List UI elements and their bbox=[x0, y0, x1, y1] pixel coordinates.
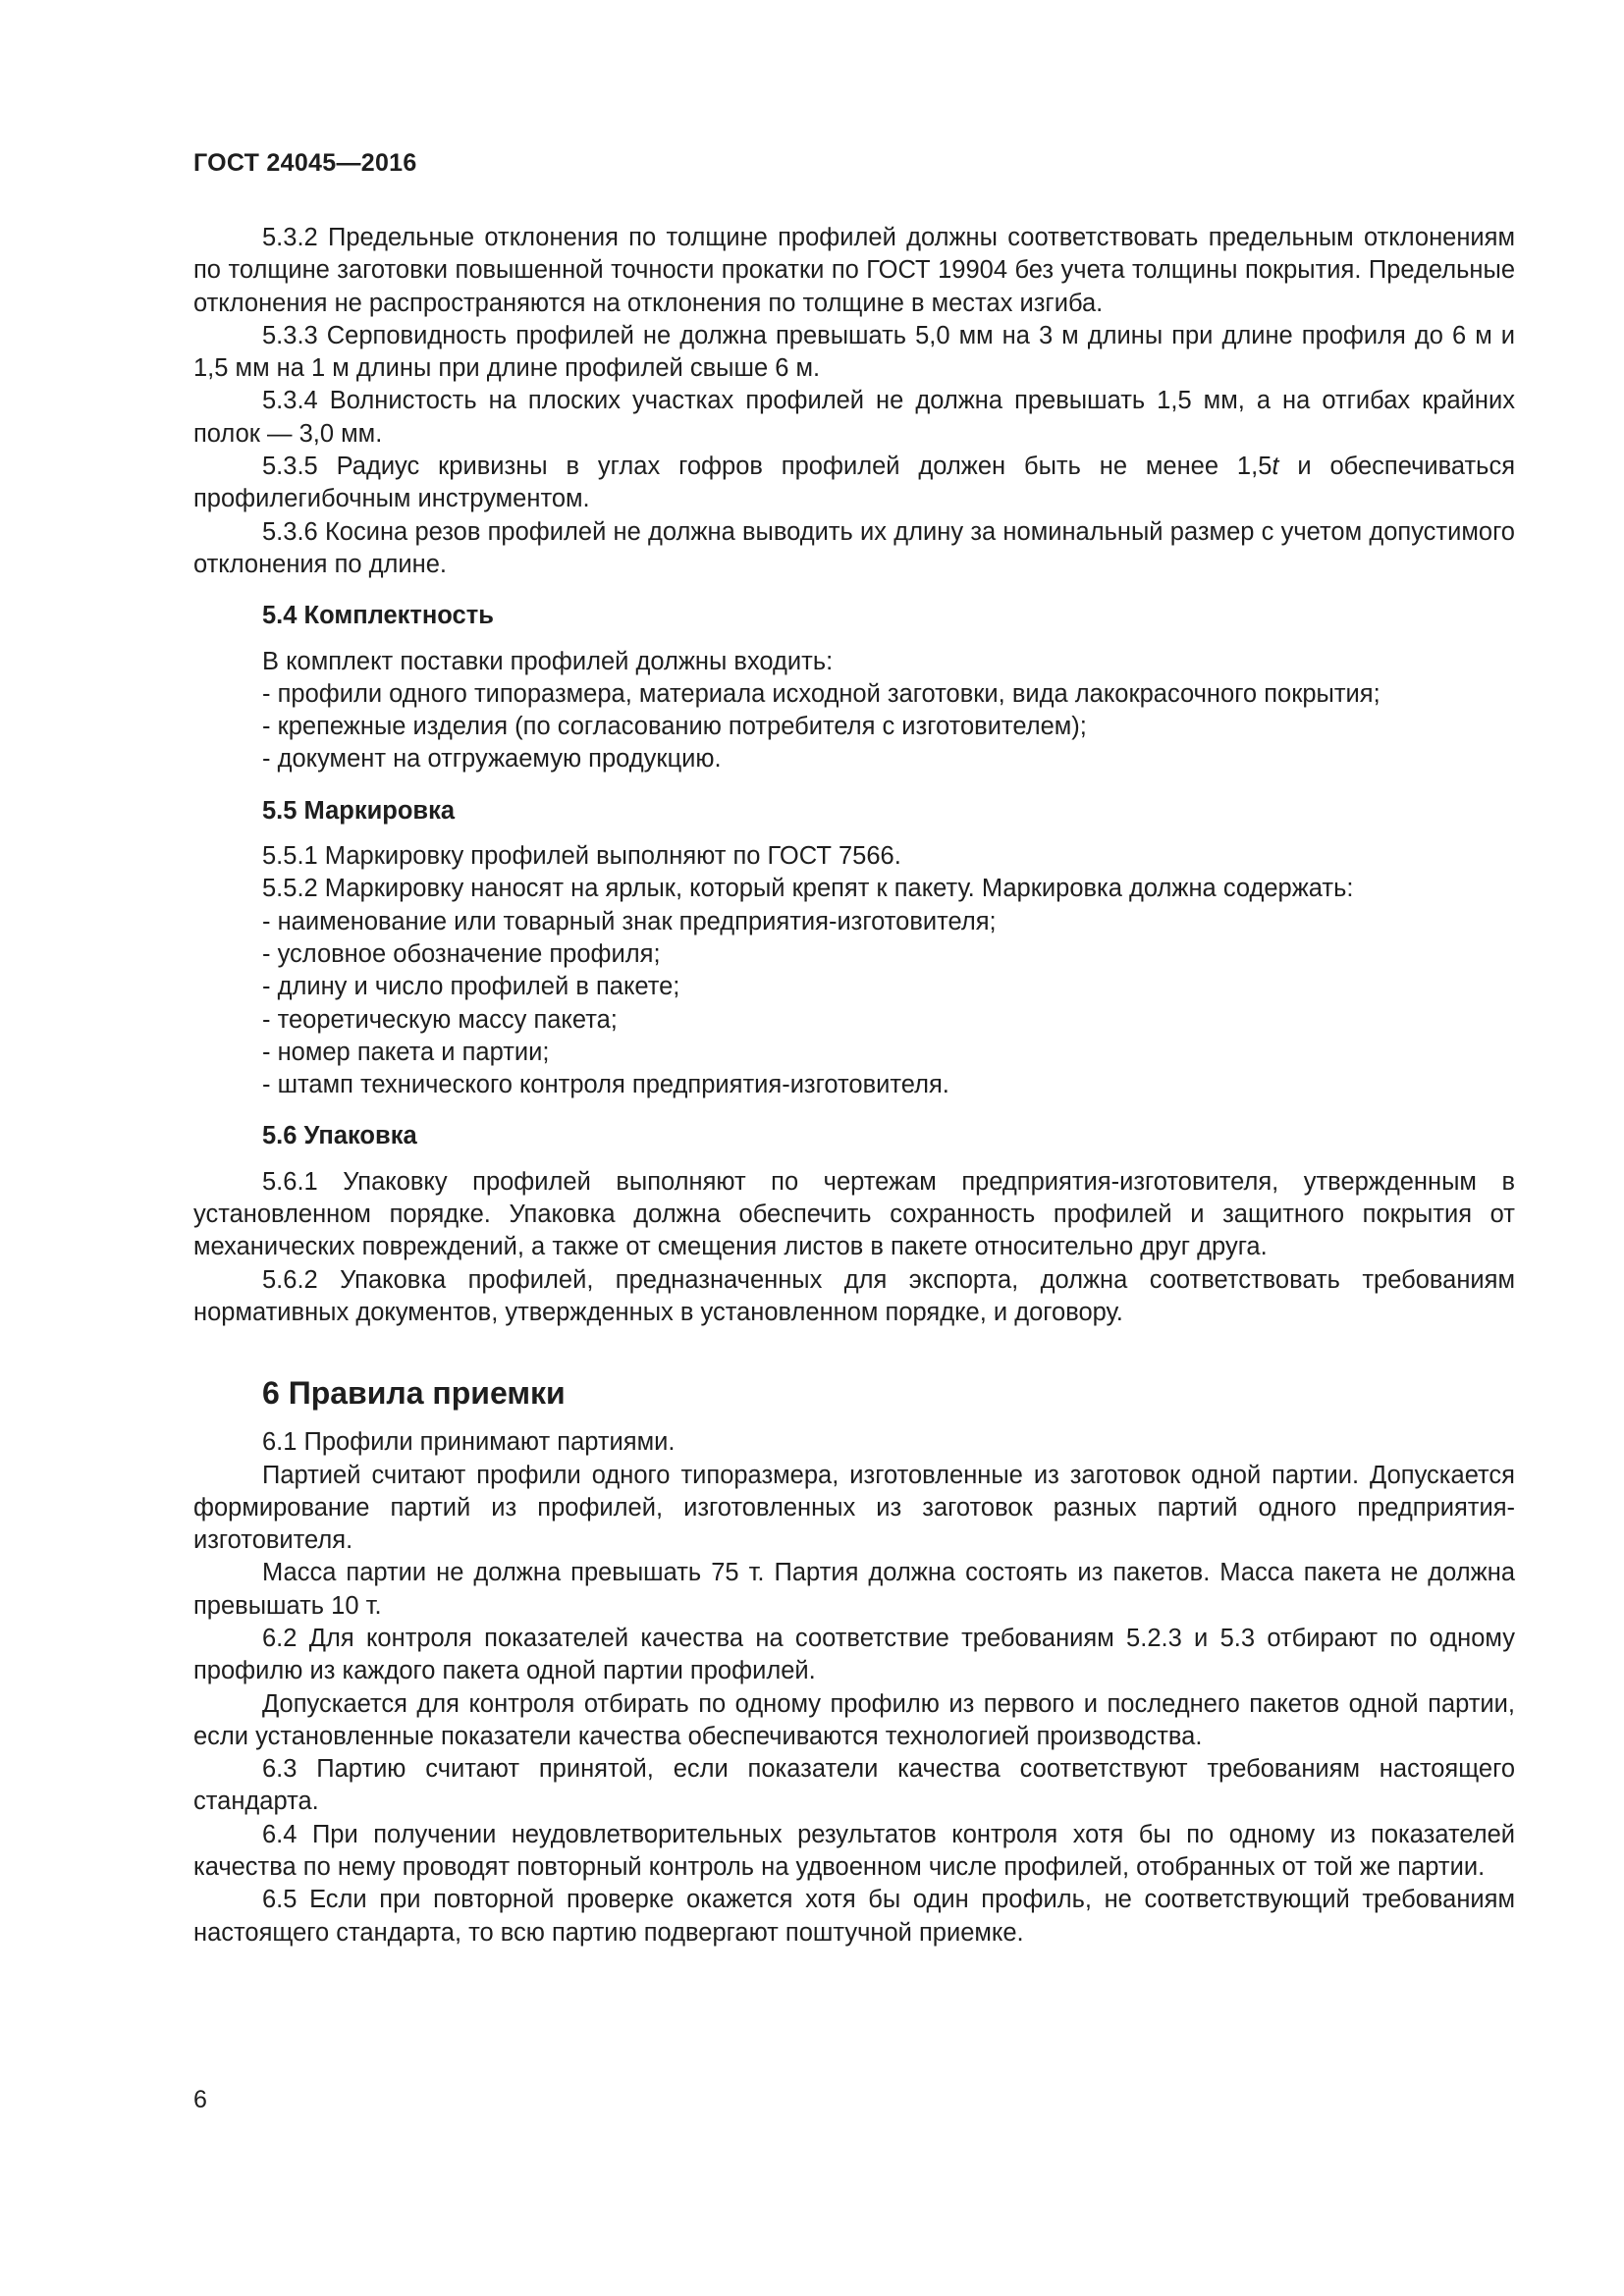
list-item: - условное обозначение профиля; bbox=[262, 939, 661, 968]
paragraph-6-1: 6.1 Профили принимают партиями. bbox=[262, 1428, 676, 1457]
heading-5-4: 5.4 Комплектность bbox=[262, 602, 494, 630]
heading-5-6: 5.6 Упаковка bbox=[262, 1122, 417, 1150]
paragraph-5-6-2: 5.6.2 Упаковка профилей, предназначенных для экспорта, должна соответствовать требованиям нормативных документов, утвержденных в установленном порядке, и договору. bbox=[193, 1265, 1515, 1326]
paragraph-5-4-intro: В комплект поставки профилей должны входить: bbox=[262, 647, 834, 675]
paragraph-5-3-6: 5.3.6 Косина резов профилей не должна выводить их длину за номинальный размер с учетом допустимого отклонения по длине. bbox=[193, 517, 1515, 578]
paragraph-5-3-5-text-b: и обеспечиваться профилегибочным инструментом. bbox=[193, 453, 1515, 513]
section-6-title: 6 Правила приемки bbox=[262, 1375, 566, 1412]
list-item: - профили одного типоразмера, материала исходной заготовки, вида лакокрасочного покрытия; bbox=[262, 679, 1380, 708]
paragraph-6-5: 6.5 Если при повторной проверке окажется хотя бы один профиль, не соответствующий требованиям настоящего стандарта, то всю партию подвергают поштучной приемке. bbox=[193, 1886, 1515, 1947]
paragraph-5-5-1: 5.5.1 Маркировку профилей выполняют по ГОСТ 7566. bbox=[262, 842, 901, 871]
document-header: ГОСТ 24045—2016 bbox=[193, 149, 417, 177]
list-item: - теоретическую массу пакета; bbox=[262, 1005, 618, 1034]
page-body bbox=[193, 222, 1515, 1949]
paragraph-5-3-5-text-a: 5.3.5 Радиус кривизны в углах гофров профилей должен быть не менее 1,5 bbox=[262, 453, 1272, 481]
paragraph-6-2-sampling: Допускается для контроля отбирать по одному профилю из первого и последнего пакетов одной партии, если установленные показатели качества обеспечиваются технологией производства. bbox=[193, 1689, 1515, 1750]
list-item: - наименование или товарный знак предприятия-изготовителя; bbox=[262, 907, 997, 935]
list-item: - крепежные изделия (по согласованию потребителя с изготовителем); bbox=[262, 713, 1087, 741]
list-item: - номер пакета и партии; bbox=[262, 1038, 550, 1066]
paragraph-6-3: 6.3 Партию считают принятой, если показатели качества соответствуют требованиям настоящего стандарта. bbox=[193, 1755, 1515, 1816]
paragraph-5-6-1: 5.6.1 Упаковку профилей выполняют по чертежам предприятия-изготовителя, утвержденным в установленном порядке. Упаковка должна обеспечить сохранность профилей и защитного покрытия от механических повреждений, а также от смещения листов в пакете относительно друг друга. bbox=[193, 1167, 1515, 1261]
paragraph-6-4: 6.4 При получении неудовлетворительных результатов контроля хотя бы по одному из показателей качества по нему проводят повторный контроль на удвоенном числе профилей, отобранных от той же партии. bbox=[193, 1820, 1515, 1882]
thickness-symbol: t bbox=[1272, 453, 1279, 481]
paragraph-5-3-2: 5.3.2 Предельные отклонения по толщине профилей должны соответствовать предельным отклонениям по толщине заготовки повышенной точности прокатки по ГОСТ 19904 без учета толщины покрытия. Предельные отклонения не распространяются на отклонения по толщине в местах изгиба. bbox=[193, 224, 1515, 317]
list-item: - документ на отгружаемую продукцию. bbox=[262, 745, 722, 774]
paragraph-6-1-mass: Масса партии не должна превышать 75 т. Партия должна состоять из пакетов. Масса пакета не должна превышать 10 т. bbox=[193, 1559, 1515, 1620]
paragraph-6-2: 6.2 Для контроля показателей качества на соответствие требованиям 5.2.3 и 5.3 отбирают по одному профилю из каждого пакета одной партии профилей. bbox=[193, 1624, 1515, 1685]
list-item: - штамп технического контроля предприятия-изготовителя. bbox=[262, 1071, 949, 1099]
paragraph-6-1-batch: Партией считают профили одного типоразмера, изготовленные из заготовок одной партии. Допускается формирование партий из профилей, изготовленных из заготовок разных партий одного предприятия-изготовителя. bbox=[193, 1461, 1515, 1555]
paragraph-5-3-5 bbox=[193, 451, 1515, 516]
paragraph-5-3-4: 5.3.4 Волнистость на плоских участках профилей не должна превышать 1,5 мм, а на отгибах крайних полок — 3,0 мм. bbox=[193, 387, 1515, 448]
paragraph-5-3-3: 5.3.3 Серповидность профилей не должна превышать 5,0 мм на 3 м длины при длине профиля до 6 м и 1,5 мм на 1 м длины при длине профилей свыше 6 м. bbox=[193, 321, 1515, 383]
heading-5-5: 5.5 Маркировка bbox=[262, 796, 456, 825]
list-item: - длину и число профилей в пакете; bbox=[262, 973, 680, 1001]
paragraph-5-5-2: 5.5.2 Маркировку наносят на ярлык, который крепят к пакету. Маркировка должна содержать: bbox=[262, 875, 1354, 903]
page-number: 6 bbox=[193, 2086, 207, 2113]
